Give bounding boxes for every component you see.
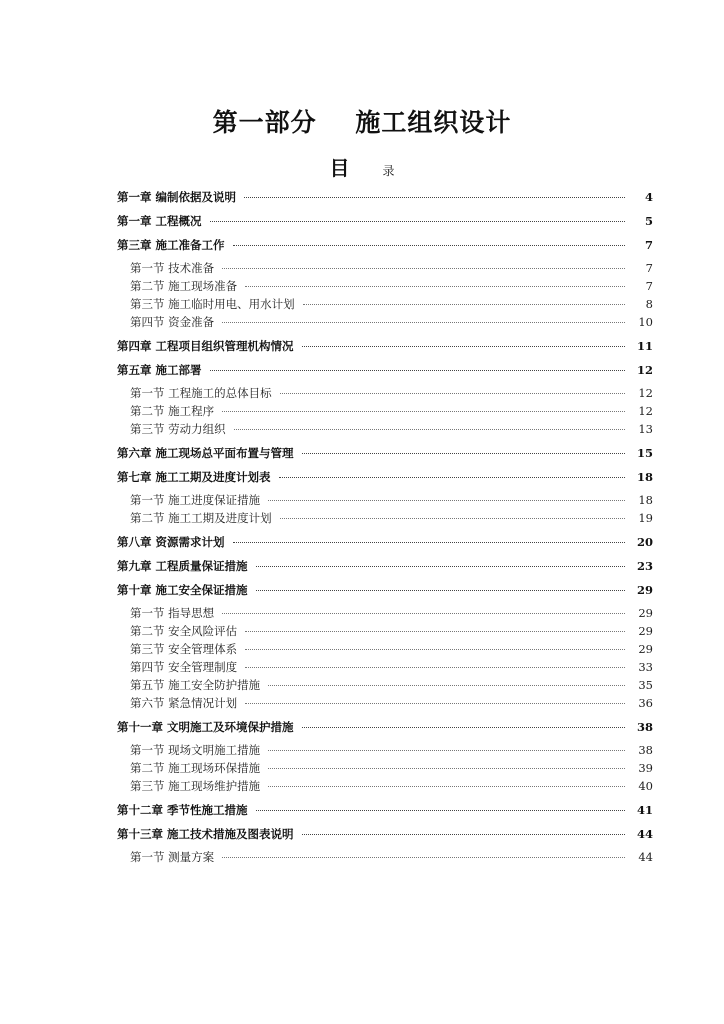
toc-dot-leader [245,703,625,704]
toc-entry-label: 第一节 现场文明施工措施 [130,743,261,757]
toc-dot-leader [245,286,625,287]
toc-entry-label: 第十章 施工安全保证措施 [117,583,248,597]
toc-section-entry[interactable] [117,658,653,676]
toc-entry-label: 第一节 施工进度保证措施 [130,493,261,507]
toc-entry-label: 第四章 工程项目组织管理机构情况 [117,339,294,353]
toc-dot-leader [268,786,625,787]
toc-section-entry[interactable] [117,604,653,622]
toc-section-entry[interactable] [117,509,653,527]
toc-entry-label: 第一章 编制依据及说明 [117,190,237,204]
toc-entry-label: 第十一章 文明施工及环境保护措施 [117,720,294,734]
toc-entry-label: 第八章 资源需求计划 [117,535,225,549]
toc-dot-leader [222,268,625,269]
toc-dot-leader [210,370,625,371]
toc-dot-leader [222,411,625,412]
toc-chapter-entry[interactable] [117,212,653,230]
toc-dot-leader [245,667,625,668]
toc-section-entry[interactable] [117,640,653,658]
toc-page-number: 7 [645,279,653,293]
toc-section-entry[interactable] [117,277,653,295]
toc-entry-label: 第一节 测量方案 [130,850,215,864]
toc-page-number: 38 [636,720,653,734]
toc-entry-label: 第十二章 季节性施工措施 [117,803,248,817]
toc-dot-leader [280,518,625,519]
toc-dot-leader [302,346,625,347]
toc-page-number: 29 [636,583,653,597]
toc-dot-leader [303,304,625,305]
toc-entry-label: 第九章 工程质量保证措施 [117,559,248,573]
toc-page-number: 13 [638,422,653,436]
toc-chapter-entry[interactable] [117,236,653,254]
toc-dot-leader [222,857,625,858]
toc-entry-label: 第五节 施工安全防护措施 [130,678,261,692]
toc-page-number: 20 [636,535,653,549]
toc-page-number: 10 [638,315,653,329]
toc-dot-leader [268,768,625,769]
toc-page-number: 29 [638,642,653,656]
toc-dot-leader [279,477,625,478]
toc-page-number: 11 [636,339,653,353]
toc-chapter-entry[interactable] [117,361,653,379]
toc-entry-label: 第六节 紧急情况计划 [130,696,238,710]
toc-dot-leader [210,221,625,222]
toc-chapter-entry[interactable] [117,468,653,486]
toc-page-number: 29 [638,624,653,638]
toc-entry-label: 第三节 施工临时用电、用水计划 [130,297,295,311]
toc-page-number: 36 [638,696,653,710]
toc-page-number: 40 [638,779,653,793]
toc-section-entry[interactable] [117,759,653,777]
toc-entry-label: 第四节 安全管理制度 [130,660,238,674]
toc-section-entry[interactable] [117,384,653,402]
toc-chapter-entry[interactable] [117,533,653,551]
toc-chapter-entry[interactable] [117,581,653,599]
toc-entry-label: 第三节 施工现场维护措施 [130,779,261,793]
toc-heading-sub: 录 [382,164,395,178]
toc-entry-label: 第一节 技术准备 [130,261,215,275]
toc-section-entry[interactable] [117,402,653,420]
toc-page-number: 8 [645,297,653,311]
toc-page-number: 5 [644,214,653,228]
toc-dot-leader [256,566,625,567]
toc-page-number: 41 [636,803,653,817]
toc-entry-label: 第二节 安全风险评估 [130,624,238,638]
toc-entry-label: 第一节 工程施工的总体目标 [130,386,272,400]
table-of-contents [117,188,653,866]
toc-dot-leader [256,590,625,591]
toc-page-number: 19 [638,511,653,525]
toc-entry-label: 第二节 施工程序 [130,404,215,418]
toc-page-number: 12 [636,363,653,377]
toc-section-entry[interactable] [117,848,653,866]
toc-page-number: 12 [638,386,653,400]
toc-page-number: 12 [638,404,653,418]
toc-page-number: 7 [644,238,653,252]
toc-entry-label: 第三节 安全管理体系 [130,642,238,656]
toc-entry-label: 第五章 施工部署 [117,363,202,377]
toc-dot-leader [245,631,625,632]
toc-entry-label: 第三章 施工准备工作 [117,238,225,252]
toc-page-number: 33 [638,660,653,674]
toc-chapter-entry[interactable] [117,444,653,462]
toc-heading-main: 目 [329,156,350,180]
toc-section-entry[interactable] [117,313,653,331]
toc-chapter-entry[interactable] [117,337,653,355]
toc-dot-leader [302,727,625,728]
toc-section-entry[interactable] [117,295,653,313]
toc-dot-leader [302,453,625,454]
toc-dot-leader [234,429,625,430]
toc-page-number: 44 [638,850,653,864]
toc-page-number: 35 [638,678,653,692]
toc-page-number: 29 [638,606,653,620]
toc-dot-leader [233,245,625,246]
toc-entry-label: 第六章 施工现场总平面布置与管理 [117,446,294,460]
toc-entry-label: 第三节 劳动力组织 [130,422,226,436]
toc-dot-leader [222,322,625,323]
toc-dot-leader [268,750,625,751]
toc-chapter-entry[interactable] [117,718,653,736]
toc-section-entry[interactable] [117,777,653,795]
toc-section-entry[interactable] [117,676,653,694]
toc-section-entry[interactable] [117,622,653,640]
toc-entry-label: 第二节 施工现场准备 [130,279,238,293]
toc-entry-label: 第十三章 施工技术措施及图表说明 [117,827,294,841]
toc-heading [0,152,724,181]
toc-dot-leader [233,542,625,543]
toc-dot-leader [245,649,625,650]
toc-dot-leader [302,834,625,835]
toc-entry-label: 第四节 资金准备 [130,315,215,329]
toc-chapter-entry[interactable] [117,825,653,843]
toc-page-number: 4 [644,190,653,204]
toc-dot-leader [268,685,625,686]
toc-section-entry[interactable] [117,694,653,712]
toc-chapter-entry[interactable] [117,801,653,819]
toc-page-number: 44 [636,827,653,841]
toc-page-number: 39 [638,761,653,775]
toc-page-number: 18 [638,493,653,507]
toc-page-number: 15 [636,446,653,460]
page-title: 第一部分 施工组织设计 [212,107,512,137]
toc-dot-leader [256,810,625,811]
toc-dot-leader [268,500,625,501]
toc-chapter-entry[interactable] [117,557,653,575]
toc-entry-label: 第七章 施工工期及进度计划表 [117,470,271,484]
toc-page-number: 23 [636,559,653,573]
toc-section-entry[interactable] [117,491,653,509]
toc-dot-leader [222,613,625,614]
toc-section-entry[interactable] [117,420,653,438]
toc-page-number: 38 [638,743,653,757]
toc-entry-label: 第一章 工程概况 [117,214,202,228]
toc-page-number: 7 [645,261,653,275]
toc-page-number: 18 [636,470,653,484]
toc-entry-label: 第二节 施工工期及进度计划 [130,511,272,525]
toc-chapter-entry[interactable] [117,188,653,206]
toc-entry-label: 第二节 施工现场环保措施 [130,761,261,775]
toc-dot-leader [244,197,625,198]
toc-section-entry[interactable] [117,259,653,277]
toc-entry-label: 第一节 指导思想 [130,606,215,620]
toc-dot-leader [280,393,625,394]
toc-section-entry[interactable] [117,741,653,759]
